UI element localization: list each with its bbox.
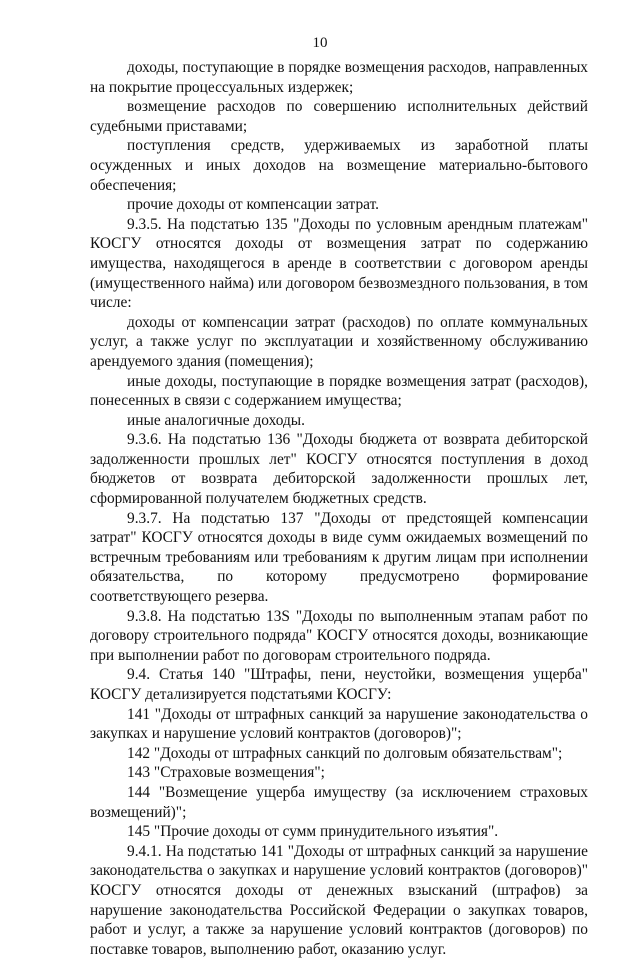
paragraph: поступления средств, удерживаемых из заработной платы осужденных и иных доходов на возмещение материально-бытового обеспечения; — [90, 137, 588, 194]
paragraph: прочие доходы от компенсации затрат. — [127, 196, 379, 214]
page-number: 10 — [312, 35, 328, 51]
paragraph: 9.3.7. На подстатью 137 "Доходы от предстоящей компенсации затрат" КОСГУ относятся доходы в виде сумм ожидаемых возмещений по встречным требованиям или требованиям к другим лицам при исполнении обязательства, по которому предусмотрено формирование соответствующего резерва. — [90, 509, 588, 606]
paragraph: 9.4.1. На подстатью 141 "Доходы от штрафных санкций за нарушение законодательства о закупках и нарушение условий контрактов (договоров)" КОСГУ относятся доходы от денежных взысканий (штрафов) за нарушение законодательства Российской Федерации о закупках товаров, работ и услуг, а также за нарушение условий контрактов (договоров) по поставке товаров, выполнению работ, оказанию услуг. — [90, 842, 588, 958]
paragraph: доходы от компенсации затрат (расходов) по оплате коммунальных услуг, а также услуг по эксплуатации и хозяйственному обслуживанию арендуемого здания (помещения); — [90, 313, 588, 370]
paragraph: 144 "Возмещение ущерба имуществу (за исключением страховых возмещений)"; — [90, 783, 588, 821]
paragraph: иные доходы, поступающие в порядке возмещения затрат (расходов), понесенных в связи с содержанием имущества; — [90, 372, 588, 410]
paragraph: 9.3.5. На подстатью 135 "Доходы по условным арендным платежам" КОСГУ относятся доходы от возмещения затрат по содержанию имущества, находящегося в аренде в соответствии с договором аренды (имущественного найма) или договором безвозмездного пользования, в том числе: — [90, 215, 588, 312]
paragraph: 141 "Доходы от штрафных санкций за нарушение законодательства о закупках и нарушение условий контрактов (договоров)"; — [90, 705, 588, 743]
paragraph: 142 "Доходы от штрафных санкций по долговым обязательствам"; — [127, 744, 563, 762]
paragraph: 145 "Прочие доходы от сумм принудительного изъятия". — [127, 823, 499, 841]
paragraph: иные аналогичные доходы. — [127, 411, 305, 429]
paragraph: 9.4. Статья 140 "Штрафы, пени, неустойки, возмещения ущерба" КОСГУ детализируется подстатьями КОСГУ: — [90, 666, 588, 703]
document-body — [90, 58, 588, 959]
paragraph: 143 "Страховые возмещения"; — [127, 764, 325, 782]
paragraph: возмещение расходов по совершению исполнительных действий судебными приставами; — [90, 98, 588, 135]
paragraph: 9.3.8. На подстатью 13S "Доходы по выполненным этапам работ по договору строительного подряда" КОСГУ относятся доходы, возникающие при выполнении работ по договорам строительного подряда. — [90, 607, 588, 664]
paragraph: доходы, поступающие в порядке возмещения расходов, направленных на покрытие процессуальных издержек; — [90, 59, 588, 96]
paragraph: 9.3.6. На подстатью 136 "Доходы бюджета от возврата дебиторской задолженности прошлых лет" КОСГУ относятся поступления в доход бюджетов от возврата дебиторской задолженности прошлых лет, сформированной получателем бюджетных средств. — [90, 431, 588, 508]
